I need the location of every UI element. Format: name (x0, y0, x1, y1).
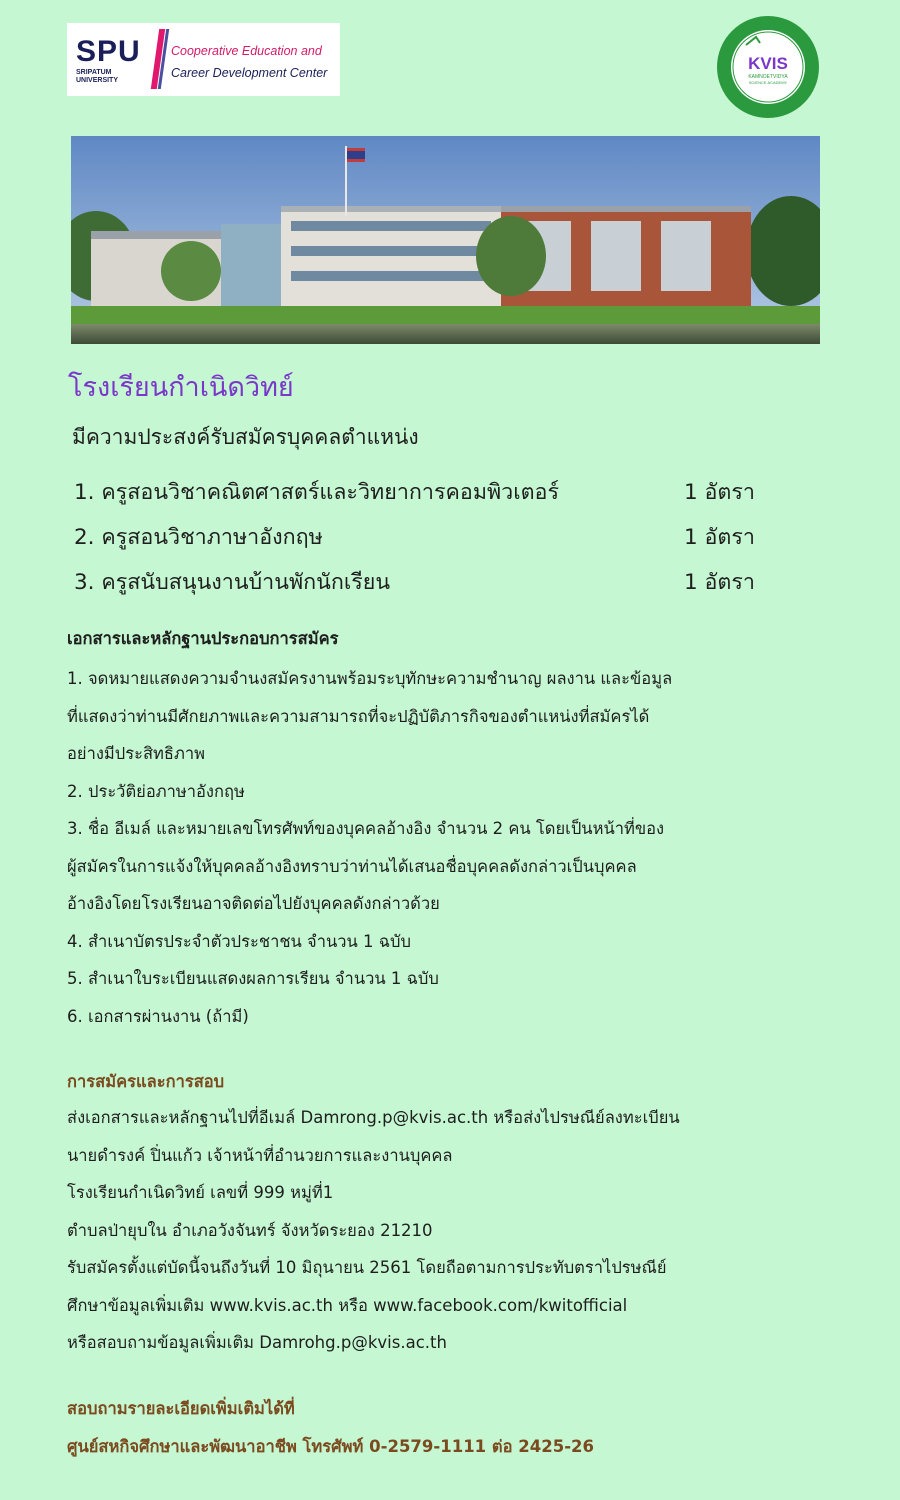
intro-text: มีความประสงค์รับสมัครบุคคลตำแหน่ง (72, 425, 419, 449)
application-line: ส่งเอกสารและหลักฐานไปที่อีเมล์ Damrong.p@kvis.ac.th หรือส่งไปรษณีย์ลงทะเบียน (67, 1108, 680, 1127)
spu-center-line1: Cooperative Education and (171, 44, 322, 58)
documents-line: 4. สำเนาบัตรประจำตัวประชาชน จำนวน 1 ฉบับ (67, 931, 411, 951)
contact-heading: สอบถามรายละเอียดเพิ่มเติมได้ที่ (67, 1399, 295, 1418)
spu-wordmark-text: SPU (76, 35, 141, 68)
documents-list (67, 660, 847, 1035)
contact-line: ศูนย์สหกิจศึกษาและพัฒนาอาชีพ โทรศัพท์ 0-2579-1111 ต่อ 2425-26 (67, 1437, 595, 1456)
documents-line: อ้างอิงโดยโรงเรียนอาจติดต่อไปยังบุคคลดังกล่าวด้วย (67, 894, 440, 913)
documents-line: 6. เอกสารผ่านงาน (ถ้ามี) (67, 1006, 249, 1026)
spu-logo (67, 23, 340, 96)
application-line: นายดำรงค์ ปิ่นแก้ว เจ้าหน้าที่อำนวยการและงานบุคคล (67, 1145, 453, 1165)
position-row (74, 522, 804, 567)
school-name: โรงเรียนกำเนิดวิทย์ (68, 372, 294, 403)
documents-line: ที่แสดงว่าท่านมีศักยภาพและความสามารถที่จะปฏิบัติภารกิจของตำแหน่งที่สมัครได้ (67, 706, 650, 726)
kvis-logo-sub2: SCIENCE ACADEMY (748, 80, 788, 85)
positions-list (74, 477, 804, 612)
documents-line: อย่างมีประสิทธิภาพ (67, 744, 206, 763)
spu-center-name (171, 40, 327, 84)
kvis-logo (716, 15, 820, 119)
kvis-logo-sub: KAMNOETVIDYA (748, 74, 788, 80)
documents-line: 5. สำเนาใบระเบียนแสดงผลการเรียน จำนวน 1 ฉบับ (67, 969, 439, 988)
application-line: ศึกษาข้อมูลเพิ่มเติม www.kvis.ac.th หรือ www.facebook.com/kwitofficial (67, 1295, 628, 1315)
campus-photo (71, 136, 820, 344)
application-body (67, 1099, 847, 1362)
position-row (74, 567, 804, 612)
spu-wordmark (76, 37, 141, 85)
documents-line: 1. จดหมายแสดงความจำนงสมัครงานพร้อมระบุทักษะความชำนาญ ผลงาน และข้อมูล (67, 669, 673, 688)
documents-line: 3. ชื่อ อีเมล์ และหมายเลขโทรศัพท์ของบุคคลอ้างอิง จำนวน 2 คน โดยเป็นหน้าที่ของ (67, 819, 665, 838)
documents-heading: เอกสารและหลักฐานประกอบการสมัคร (67, 629, 339, 648)
application-line: รับสมัครตั้งแต่บัดนี้จนถึงวันที่ 10 มิถุนายน 2561 โดยถือตามการประทับตราไปรษณีย์ (67, 1258, 667, 1277)
position-count: 1 อัตรา (684, 525, 756, 550)
application-line: ตำบลป่ายุบใน อำเภอวังจันทร์ จังหวัดระยอง 21210 (67, 1220, 433, 1240)
position-row (74, 477, 804, 522)
spu-center-line2: Career Development Center (171, 66, 328, 80)
spu-sub-line2: UNIVERSITY (76, 77, 119, 84)
position-count: 1 อัตรา (684, 570, 756, 595)
application-heading: การสมัครและการสอบ (67, 1072, 225, 1091)
documents-line: 2. ประวัติย่อภาษาอังกฤษ (67, 781, 245, 801)
position-title: 3. ครูสนับสนุนงานบ้านพักนักเรียน (74, 570, 391, 595)
position-count: 1 อัตรา (684, 480, 756, 505)
application-line: โรงเรียนกำเนิดวิทย์ เลขที่ 999 หมู่ที่1 (67, 1183, 334, 1202)
spu-sub-line1: SRIPATUM (76, 69, 112, 76)
kvis-logo-center: KVIS (748, 54, 788, 73)
documents-line: ผู้สมัครในการแจ้งให้บุคคลอ้างอิงทราบว่าท่านได้เสนอชื่อบุคคลดังกล่าวเป็นบุคคล (67, 856, 637, 876)
position-title: 1. ครูสอนวิชาคณิตศาสตร์และวิทยาการคอมพิวเตอร์ (74, 480, 560, 505)
position-title: 2. ครูสอนวิชาภาษาอังกฤษ (74, 525, 323, 550)
application-line: หรือสอบถามข้อมูลเพิ่มเติม Damrohg.p@kvis.ac.th (67, 1333, 447, 1352)
